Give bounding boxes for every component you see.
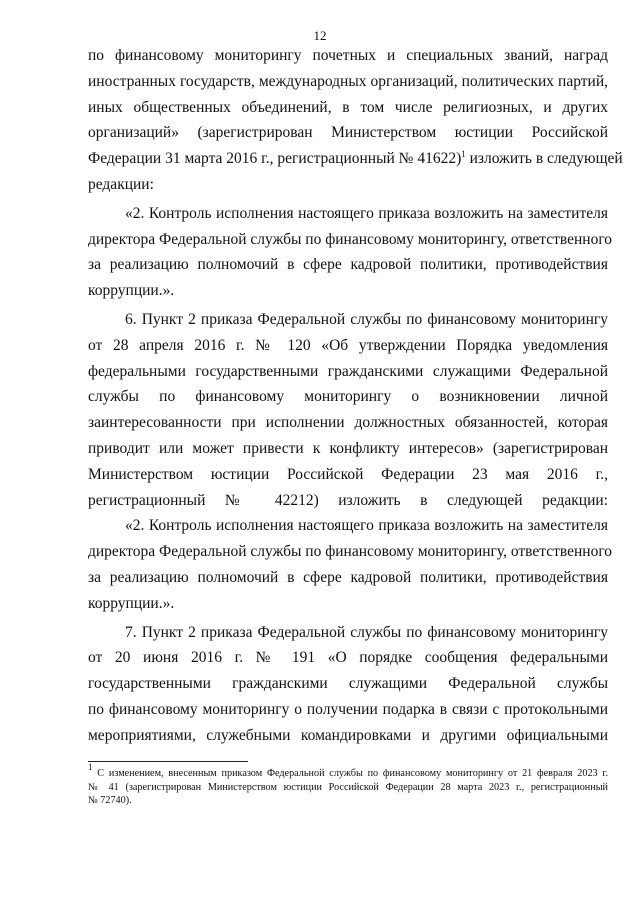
text-line-content: заинтересованности при исполнении должностных обязанностей, которая bbox=[88, 414, 608, 432]
text-line-content: редакции: bbox=[88, 175, 154, 193]
text-line-content: федеральными государственными гражданскими служащими Федеральной bbox=[88, 362, 608, 380]
text-line bbox=[88, 201, 608, 227]
text-line-content: регистрационный № 42212) изложить в следующей редакции: bbox=[88, 491, 608, 509]
text-line-content: 6. Пункт 2 приказа Федеральной службы по финансовому мониторингу bbox=[125, 310, 608, 328]
text-line-content: за реализацию полномочий в сфере кадровой политики, противодействия bbox=[88, 256, 608, 274]
footnote bbox=[88, 762, 608, 808]
text-line bbox=[88, 410, 608, 436]
footnote-line bbox=[88, 762, 608, 781]
text-line-content: «2. Контроль исполнения настоящего приказа возложить на заместителя bbox=[125, 517, 608, 535]
text-line-content: государственными гражданскими служащими Федеральной службы bbox=[88, 675, 608, 693]
text-line-content: от 20 июня 2016 г. № 191 «О порядке сообщения федеральными bbox=[88, 649, 608, 667]
text-line bbox=[88, 645, 608, 671]
text-line-content: по финансовому мониторингу почетных и специальных званий, наград bbox=[88, 47, 608, 64]
text-line-content: Федерации 31 марта 2016 г., регистрационный № 41622) bbox=[88, 150, 462, 168]
footnote-separator bbox=[88, 761, 248, 762]
text-line bbox=[88, 172, 608, 198]
footnote-mark: 1 bbox=[88, 762, 93, 772]
text-line-content: по финансовому мониторингу о получении подарка в связи с протокольными bbox=[88, 700, 608, 718]
text-line bbox=[88, 252, 608, 278]
text-line bbox=[88, 462, 608, 488]
text-line bbox=[88, 278, 608, 304]
text-line bbox=[88, 671, 608, 697]
text-line bbox=[88, 227, 613, 253]
text-line-content: приводит или может привести к конфликту интересов» (зарегистрирован bbox=[88, 439, 608, 457]
text-line-content: иных общественных объединений, в том числе религиозных, и других bbox=[88, 98, 608, 116]
text-line-content: службы по финансовому мониторингу о возникновении личной bbox=[88, 388, 608, 406]
text-line bbox=[88, 95, 608, 121]
footnote-line-content: № 41 (зарегистрирован Министерством юстиции Российской Федерации 28 марта 2023 г., регистрационный bbox=[88, 781, 608, 793]
text-line bbox=[88, 488, 608, 514]
text-line-content: иностранных государств, международных организаций, политических партий, bbox=[88, 72, 608, 90]
text-line bbox=[88, 697, 608, 723]
document-body bbox=[88, 43, 623, 749]
text-line bbox=[88, 384, 608, 410]
footnote-line-content: С изменением, внесенным приказом Федеральной службы по финансовому мониторингу от 21 февраля 2023 г. bbox=[92, 768, 608, 779]
text-line bbox=[88, 620, 608, 646]
text-line bbox=[88, 307, 608, 333]
text-line bbox=[88, 723, 608, 749]
text-line-content: Министерством юстиции Российской Федерации 23 мая 2016 г., bbox=[88, 465, 608, 483]
text-line bbox=[88, 565, 608, 591]
text-line-content: директора Федеральной службы по финансовому мониторингу, ответственного bbox=[88, 543, 613, 561]
text-line bbox=[88, 513, 608, 539]
text-line-content: мероприятиями, служебными командировками и другими официальными bbox=[88, 726, 608, 744]
text-line bbox=[88, 69, 608, 95]
text-line-content: «2. Контроль исполнения настоящего приказа возложить на заместителя bbox=[125, 204, 608, 222]
text-line bbox=[88, 436, 608, 462]
text-line-content: 7. Пункт 2 приказа Федеральной службы по финансовому мониторингу bbox=[125, 623, 608, 641]
text-line-content: коррупции.». bbox=[88, 594, 175, 612]
footnote-line bbox=[88, 781, 608, 795]
page-number: 12 bbox=[313, 28, 327, 43]
footnote-reference: 1 bbox=[461, 149, 466, 160]
text-line-content: организаций» (зарегистрирован Министерством юстиции Российской bbox=[88, 124, 608, 142]
text-line bbox=[88, 120, 608, 146]
text-line-content: от 28 апреля 2016 г. № 120 «Об утверждении Порядка уведомления bbox=[88, 336, 608, 354]
text-line bbox=[88, 43, 608, 69]
text-line-content: директора Федеральной службы по финансовому мониторингу, ответственного bbox=[88, 230, 613, 248]
text-line bbox=[88, 146, 623, 172]
text-line bbox=[88, 359, 608, 385]
text-line-content: за реализацию полномочий в сфере кадровой политики, противодействия bbox=[88, 568, 608, 586]
footnote-line bbox=[88, 794, 608, 808]
text-line bbox=[88, 333, 608, 359]
text-line bbox=[88, 591, 608, 617]
text-line-content: коррупции.». bbox=[88, 282, 175, 300]
footnote-line-content: № 72740). bbox=[88, 795, 132, 806]
text-line-continuation: изложить в следующей bbox=[465, 150, 623, 168]
text-line bbox=[88, 539, 613, 565]
